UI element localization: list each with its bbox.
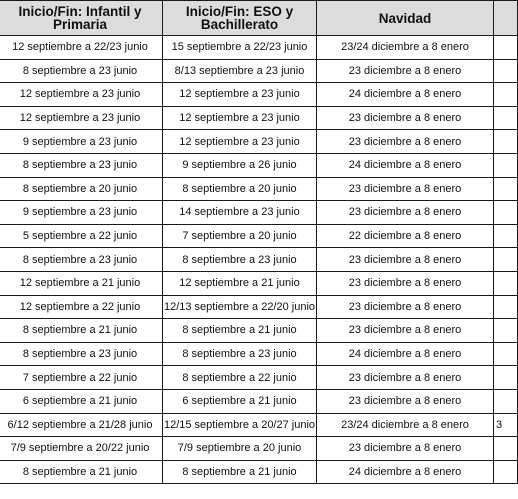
- cell-eso-bachillerato: 8 septiembre a 21 junio: [163, 319, 317, 343]
- cell-cut-off: [494, 201, 518, 225]
- table-row: [0, 153, 518, 177]
- cell-eso-bachillerato: 6 septiembre a 21 junio: [163, 389, 317, 413]
- cell-eso-bachillerato: 8 septiembre a 22 junio: [163, 366, 317, 390]
- cell-eso-bachillerato: 8 septiembre a 23 junio: [163, 248, 317, 272]
- header-cut-off: [494, 1, 518, 36]
- cell-eso-bachillerato: 12 septiembre a 21 junio: [163, 271, 317, 295]
- cell-cut-off: [494, 130, 518, 154]
- cell-cut-off: [494, 319, 518, 343]
- cell-infantil-primaria: 8 septiembre a 23 junio: [0, 153, 163, 177]
- cell-navidad: 23 diciembre a 8 enero: [317, 271, 494, 295]
- cell-infantil-primaria: 9 septiembre a 23 junio: [0, 201, 163, 225]
- cell-cut-off: [494, 460, 518, 484]
- table-row: [0, 36, 518, 60]
- cell-cut-off: [494, 36, 518, 60]
- cell-cut-off: [494, 271, 518, 295]
- cell-infantil-primaria: 9 septiembre a 23 junio: [0, 130, 163, 154]
- table-row: [0, 437, 518, 461]
- cell-infantil-primaria: 8 septiembre a 23 junio: [0, 342, 163, 366]
- cell-cut-off: [494, 389, 518, 413]
- cell-navidad: 23/24 diciembre a 8 enero: [317, 413, 494, 437]
- cell-eso-bachillerato: 8/13 septiembre a 23 junio: [163, 59, 317, 83]
- cell-navidad: 23 diciembre a 8 enero: [317, 59, 494, 83]
- table-row: [0, 413, 518, 437]
- cell-eso-bachillerato: 7 septiembre a 20 junio: [163, 224, 317, 248]
- cell-infantil-primaria: 7 septiembre a 22 junio: [0, 366, 163, 390]
- table-row: [0, 460, 518, 484]
- table-row: [0, 83, 518, 107]
- cell-cut-off: [494, 295, 518, 319]
- cell-eso-bachillerato: 12/15 septiembre a 20/27 junio: [163, 413, 317, 437]
- cell-cut-off: [494, 248, 518, 272]
- cell-cut-off: [494, 177, 518, 201]
- cell-eso-bachillerato: 12/13 septiembre a 22/20 junio: [163, 295, 317, 319]
- cell-navidad: 24 diciembre a 8 enero: [317, 342, 494, 366]
- cell-eso-bachillerato: 14 septiembre a 23 junio: [163, 201, 317, 225]
- cell-navidad: 23 diciembre a 8 enero: [317, 437, 494, 461]
- cell-navidad: 24 diciembre a 8 enero: [317, 83, 494, 107]
- cell-cut-off: [494, 437, 518, 461]
- header-row: [0, 1, 518, 36]
- cell-infantil-primaria: 8 septiembre a 23 junio: [0, 248, 163, 272]
- cell-cut-off: [494, 83, 518, 107]
- cell-infantil-primaria: 8 septiembre a 21 junio: [0, 319, 163, 343]
- cell-eso-bachillerato: 12 septiembre a 23 junio: [163, 83, 317, 107]
- table-row: [0, 177, 518, 201]
- cell-navidad: 24 diciembre a 8 enero: [317, 460, 494, 484]
- cell-navidad: 23 diciembre a 8 enero: [317, 201, 494, 225]
- table-row: [0, 319, 518, 343]
- cell-infantil-primaria: 5 septiembre a 22 junio: [0, 224, 163, 248]
- table-row: [0, 59, 518, 83]
- cell-navidad: 23 diciembre a 8 enero: [317, 366, 494, 390]
- cell-navidad: 23 diciembre a 8 enero: [317, 177, 494, 201]
- cell-navidad: 22 diciembre a 8 enero: [317, 224, 494, 248]
- cell-navidad: 23/24 diciembre a 8 enero: [317, 36, 494, 60]
- cell-navidad: 23 diciembre a 8 enero: [317, 248, 494, 272]
- cell-eso-bachillerato: 12 septiembre a 23 junio: [163, 130, 317, 154]
- table-row: [0, 201, 518, 225]
- cell-cut-off: [494, 342, 518, 366]
- cell-eso-bachillerato: 12 septiembre a 23 junio: [163, 106, 317, 130]
- cell-cut-off: [494, 366, 518, 390]
- table-row: [0, 130, 518, 154]
- cell-infantil-primaria: 12 septiembre a 23 junio: [0, 106, 163, 130]
- cell-navidad: 23 diciembre a 8 enero: [317, 295, 494, 319]
- cell-infantil-primaria: 12 septiembre a 21 junio: [0, 271, 163, 295]
- cell-navidad: 23 diciembre a 8 enero: [317, 130, 494, 154]
- header-eso-bachillerato: Inicio/Fin: ESO y Bachillerato: [163, 1, 317, 36]
- cell-cut-off: [494, 106, 518, 130]
- table-row: [0, 389, 518, 413]
- cell-infantil-primaria: 8 septiembre a 23 junio: [0, 59, 163, 83]
- cell-infantil-primaria: 12 septiembre a 22 junio: [0, 295, 163, 319]
- cell-cut-off: [494, 153, 518, 177]
- cell-cut-off: [494, 224, 518, 248]
- cell-eso-bachillerato: 15 septiembre a 22/23 junio: [163, 36, 317, 60]
- cell-eso-bachillerato: 7/9 septiembre a 20 junio: [163, 437, 317, 461]
- cell-navidad: 23 diciembre a 8 enero: [317, 389, 494, 413]
- cell-infantil-primaria: 6/12 septiembre a 21/28 junio: [0, 413, 163, 437]
- cell-infantil-primaria: 12 septiembre a 22/23 junio: [0, 36, 163, 60]
- cell-infantil-primaria: 6 septiembre a 21 junio: [0, 389, 163, 413]
- table-row: [0, 271, 518, 295]
- cell-eso-bachillerato: 8 septiembre a 23 junio: [163, 342, 317, 366]
- table-row: [0, 106, 518, 130]
- cell-eso-bachillerato: 8 septiembre a 21 junio: [163, 460, 317, 484]
- table-header: [0, 1, 518, 36]
- cell-infantil-primaria: 7/9 septiembre a 20/22 junio: [0, 437, 163, 461]
- cell-infantil-primaria: 8 septiembre a 21 junio: [0, 460, 163, 484]
- cell-eso-bachillerato: 8 septiembre a 20 junio: [163, 177, 317, 201]
- cell-eso-bachillerato: 9 septiembre a 26 junio: [163, 153, 317, 177]
- table-body: [0, 36, 518, 484]
- header-infantil-primaria: Inicio/Fin: Infantil y Primaria: [0, 1, 163, 36]
- cell-infantil-primaria: 8 septiembre a 20 junio: [0, 177, 163, 201]
- table-row: [0, 224, 518, 248]
- cell-cut-off: [494, 59, 518, 83]
- cell-navidad: 23 diciembre a 8 enero: [317, 319, 494, 343]
- table-row: [0, 366, 518, 390]
- header-navidad: Navidad: [317, 1, 494, 36]
- cell-cut-off: 3: [494, 413, 518, 437]
- table-row: [0, 342, 518, 366]
- cell-infantil-primaria: 12 septiembre a 23 junio: [0, 83, 163, 107]
- table-row: [0, 248, 518, 272]
- table-row: [0, 295, 518, 319]
- cell-navidad: 24 diciembre a 8 enero: [317, 153, 494, 177]
- cell-navidad: 23 diciembre a 8 enero: [317, 106, 494, 130]
